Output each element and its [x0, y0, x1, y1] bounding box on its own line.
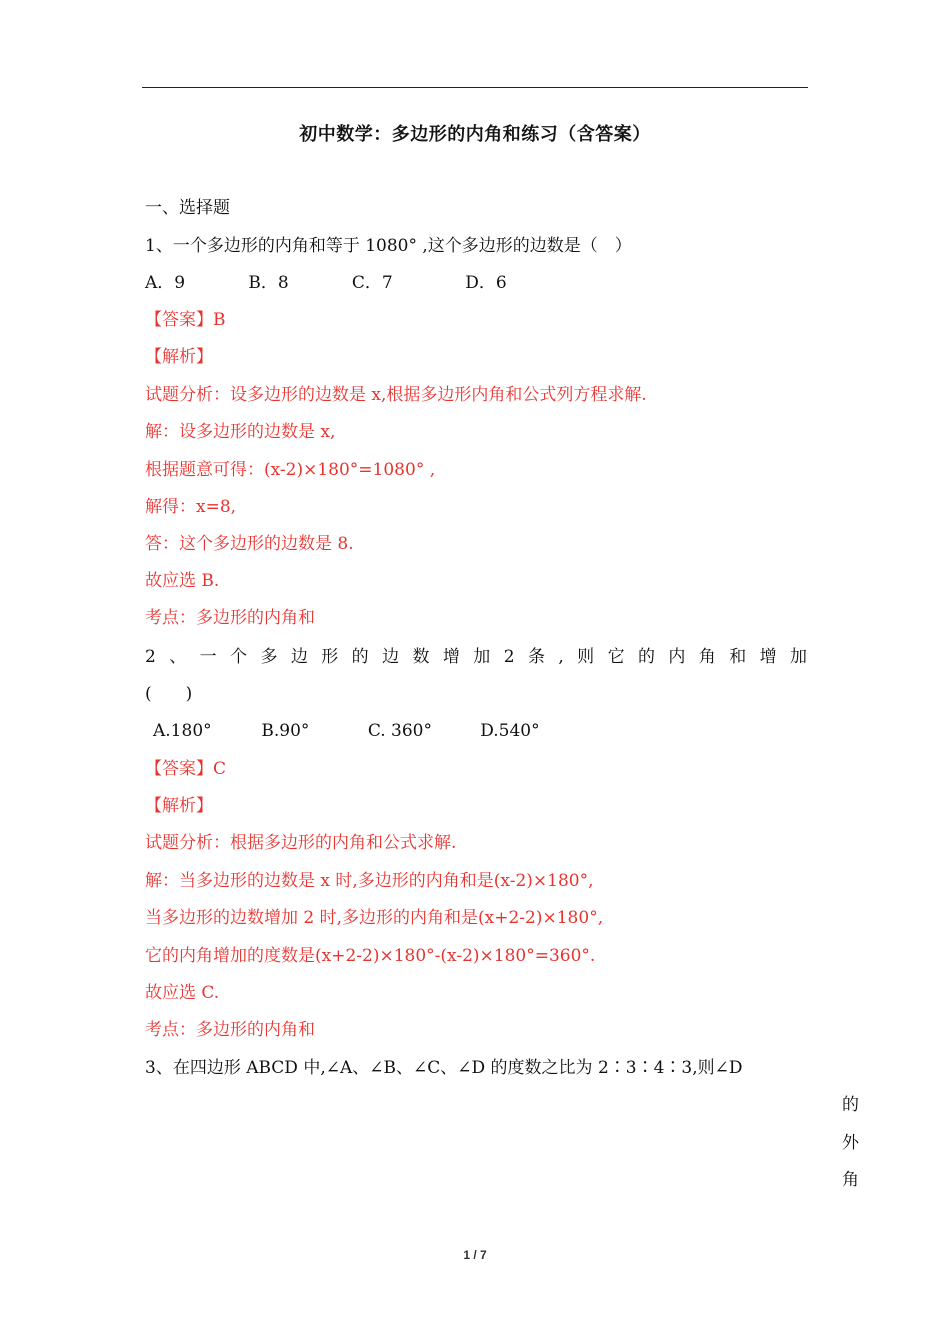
q1-option-c: C．7: [351, 273, 393, 293]
q2-analysis-line: 解：当多边形的边数是 x 时,多边形的内角和是(x-2)×180°,: [145, 871, 594, 891]
q1-answer: 【答案】B: [145, 310, 226, 330]
q2-stem-char: 增: [759, 647, 777, 667]
q1-analysis-line: 解得：x=8,: [145, 497, 237, 517]
q1-analysis-line: 根据题意可得：(x-2)×180°=1080° ,: [145, 460, 436, 480]
q3-stem-tail-char: 角: [842, 1170, 859, 1190]
q2-stem-char: 角: [698, 647, 716, 667]
q2-option-c: C. 360°: [367, 721, 432, 741]
q1-analysis-line: 答：这个多边形的边数是 8.: [145, 534, 354, 554]
q2-stem-char: 个: [230, 647, 248, 667]
header-rule: [142, 87, 808, 88]
q3-stem-tail-char: 外: [842, 1133, 859, 1153]
q2-stem-char: 数: [412, 647, 430, 667]
q2-answer: 【答案】C: [145, 759, 227, 779]
q2-option-d: D.540°: [480, 721, 540, 741]
q2-stem-char: 的: [351, 647, 369, 667]
q2-analysis-line: 它的内角增加的度数是(x+2-2)×180°-(x-2)×180°=360°.: [145, 946, 596, 966]
q2-analysis-line: 考点：多边形的内角和: [145, 1020, 315, 1040]
q3-stem: 3、在四边形 ABCD 中,∠A、∠B、∠C、∠D 的度数之比为 2∶3∶4∶3,则∠D: [145, 1058, 743, 1078]
section-heading: 一、选择题: [145, 198, 230, 218]
q2-options: [153, 719, 540, 743]
q2-analysis-line: 试题分析：根据多边形的内角和公式求解.: [145, 833, 457, 853]
q2-stem-char: 增: [442, 647, 460, 667]
q2-analysis-line: 故应选 C.: [145, 983, 220, 1003]
q1-analysis-line: 故应选 B.: [145, 571, 220, 591]
q1-option-d: D．6: [465, 273, 507, 293]
q2-stem-char: 2: [145, 647, 156, 667]
q2-analysis-label: 【解析】: [145, 796, 213, 816]
q2-analysis-line: 当多边形的边数增加 2 时,多边形的内角和是(x+2-2)×180°,: [145, 908, 604, 928]
q2-stem-char: 形: [321, 647, 339, 667]
q1-analysis-line: 考点：多边形的内角和: [145, 608, 315, 628]
q2-stem-char: ,: [558, 647, 564, 667]
q3-stem-tail-char: 的: [842, 1095, 859, 1115]
q2-stem-char: 和: [729, 647, 747, 667]
page-number: 1 / 7: [463, 1248, 487, 1262]
q1-stem: 1、一个多边形的内角和等于 1080° ,这个多边形的边数是（ ）: [145, 236, 632, 256]
q1-option-b: B．8: [248, 273, 289, 293]
q1-analysis-line: 试题分析：设多边形的边数是 x,根据多边形内角和公式列方程求解.: [145, 385, 647, 405]
q1-options: [145, 271, 507, 295]
q2-stem-char: 内: [668, 647, 686, 667]
q1-analysis-label: 【解析】: [145, 347, 213, 367]
q2-option-a: A.180°: [153, 721, 212, 741]
q2-option-b: B.90°: [261, 721, 310, 741]
q2-stem: [145, 645, 807, 669]
q1-analysis-line: 解：设多边形的边数是 x,: [145, 422, 336, 442]
q2-stem-char: 、: [169, 647, 187, 667]
q2-stem-char: 边: [382, 647, 400, 667]
q2-stem-char: 边: [290, 647, 308, 667]
q2-stem-char: 多: [260, 647, 278, 667]
q2-stem-continued: ( ): [145, 684, 193, 704]
q2-stem-char: 它: [607, 647, 625, 667]
q2-stem-char: 加: [790, 647, 807, 667]
q2-stem-char: 一: [199, 647, 217, 667]
q2-stem-char: 加: [473, 647, 491, 667]
q1-option-a: A．9: [145, 273, 186, 293]
q2-stem-char: 的: [637, 647, 655, 667]
q2-stem-char: 则: [577, 647, 595, 667]
page-title: 初中数学：多边形的内角和练习（含答案）: [299, 124, 651, 145]
q2-stem-char: 2: [503, 647, 515, 667]
q2-stem-char: 条: [527, 647, 545, 667]
